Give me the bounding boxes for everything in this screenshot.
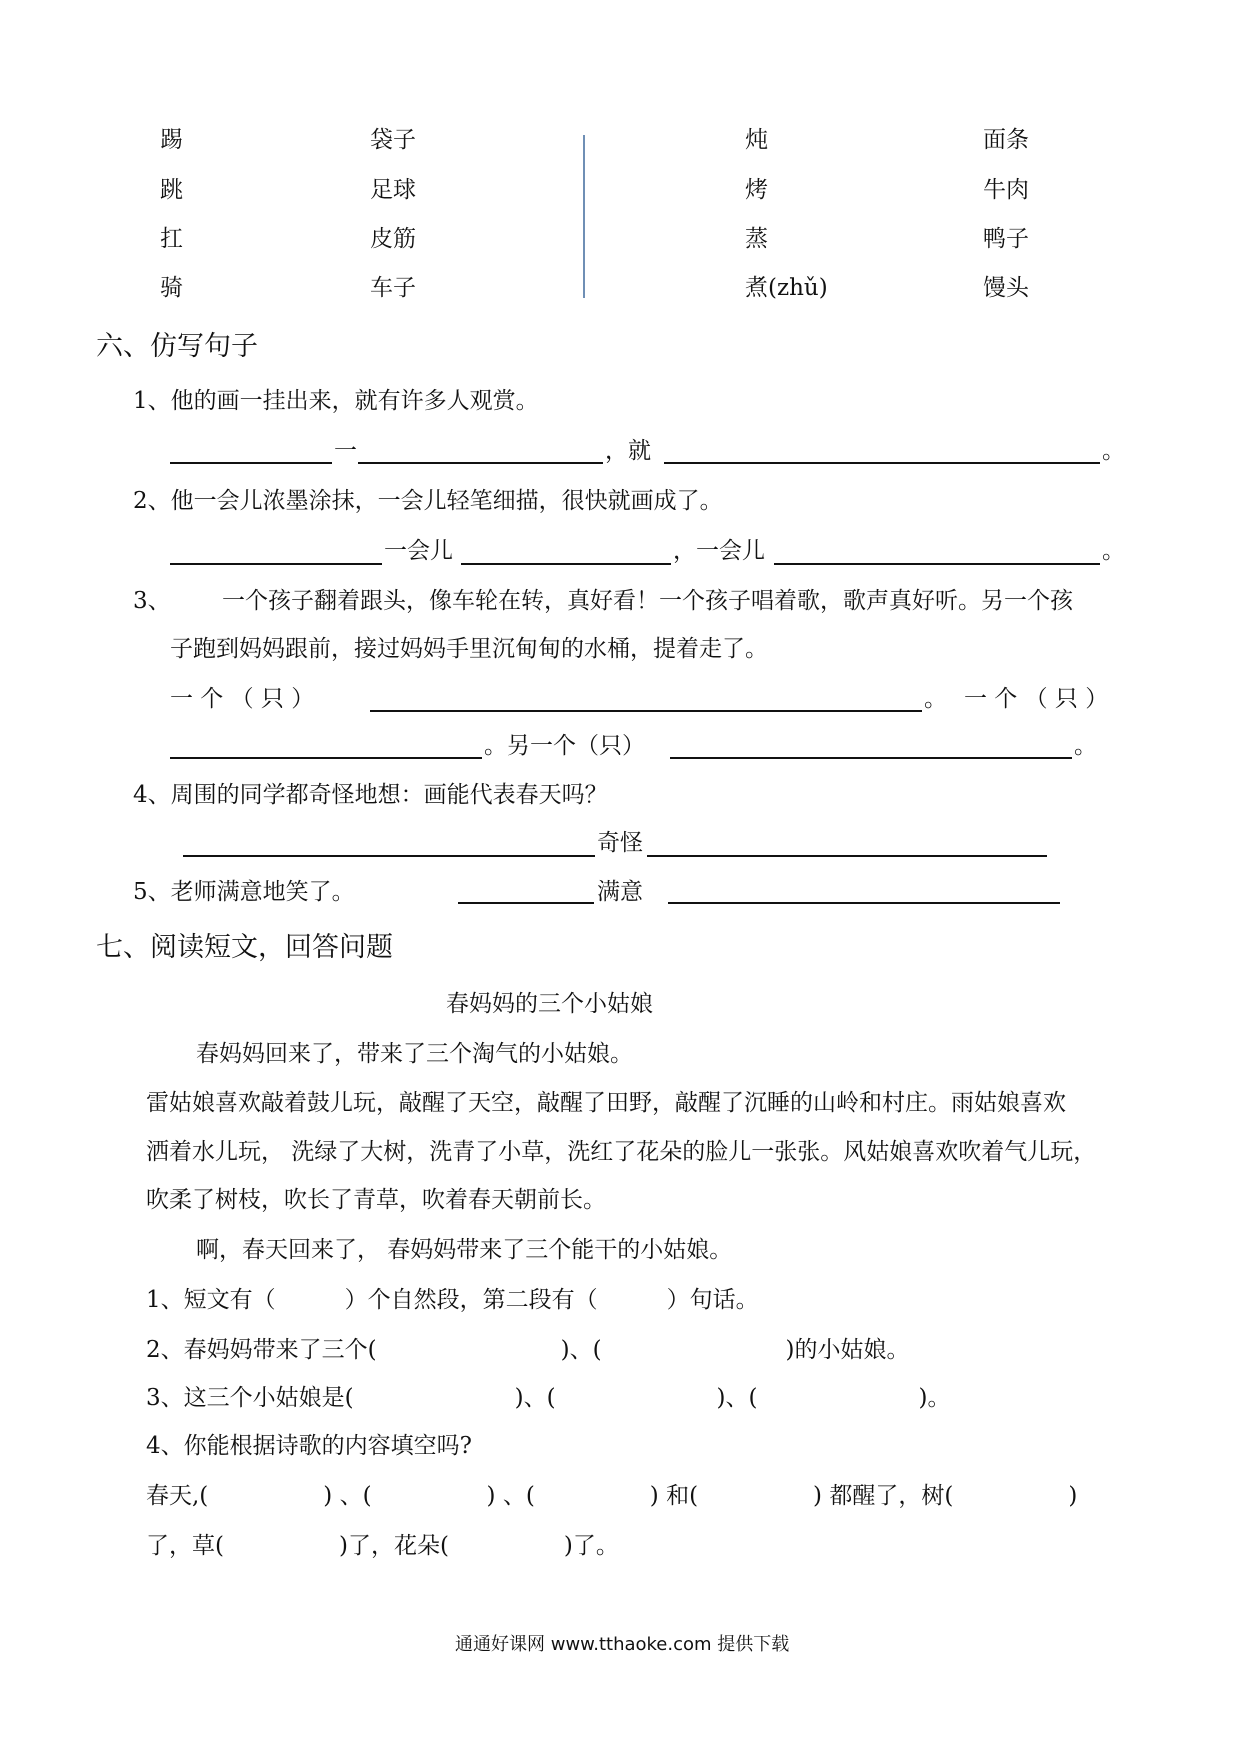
answer-blank[interactable]: [647, 855, 1047, 857]
fill-end: 。: [1074, 733, 1097, 759]
answer-blank[interactable]: [170, 462, 332, 464]
question-prompt: 5、老师满意地笑了。: [133, 879, 355, 905]
answer-blank[interactable]: [668, 902, 1060, 904]
passage-paragraph: 吹柔了树枝，吹长了青草，吹着春天朝前长。: [146, 1187, 606, 1213]
answer-blank[interactable]: [670, 757, 1072, 759]
object: 足球: [370, 177, 416, 203]
fill-end: 。: [1102, 538, 1125, 564]
verb: 烤: [745, 177, 768, 203]
question-prompt: 2、他一会儿浓墨涂抹，一会儿轻笔细描，很快就画成了。: [133, 488, 723, 514]
fill-word: 一会儿: [384, 538, 453, 564]
object: 袋子: [370, 127, 416, 153]
fill-end: 。: [1102, 438, 1125, 464]
fill-word: 一: [334, 438, 357, 464]
verb: 踢: [160, 127, 183, 153]
fill-end: 。: [924, 686, 947, 712]
answer-blank[interactable]: [170, 563, 382, 565]
passage-paragraph: 洒着水儿玩， 洗绿了大树，洗青了小草，洗红了花朵的脸儿一张张。风姑娘喜欢吹着气儿玩，: [146, 1139, 1097, 1165]
object: 皮筋: [370, 226, 416, 252]
answer-blank[interactable]: [664, 462, 1100, 464]
section-heading: 六、仿写句子: [96, 331, 258, 362]
fill-word: 一 个 （ 只 ）: [170, 686, 315, 712]
verb: 骑: [160, 275, 183, 301]
passage-paragraph: 春妈妈回来了，带来了三个淘气的小姑娘。: [196, 1041, 633, 1067]
fill-word: ，一会儿: [673, 538, 765, 564]
fill-word: 。另一个（只）: [484, 733, 645, 759]
fill-word: 一 个 （ 只 ）: [964, 686, 1109, 712]
column-divider: [583, 135, 585, 298]
verb: 扛: [160, 226, 183, 252]
object: 鸭子: [983, 226, 1029, 252]
reading-question: 了，草( )了，花朵( )了。: [146, 1533, 619, 1559]
passage-paragraph: 雷姑娘喜欢敲着鼓儿玩，敲醒了天空，敲醒了田野，敲醒了沉睡的山岭和村庄。雨姑娘喜欢: [146, 1090, 1066, 1116]
question-passage: 子跑到妈妈跟前，接过妈妈手里沉甸甸的水桶，提着走了。: [170, 636, 768, 662]
verb: 跳: [160, 177, 183, 203]
fill-word: ，就: [605, 438, 651, 464]
passage-paragraph: 啊，春天回来了， 春妈妈带来了三个能干的小姑娘。: [196, 1237, 733, 1263]
page-footer: 通通好课网 www.tthaoke.com 提供下载: [455, 1634, 790, 1655]
fill-word: 奇怪: [597, 830, 643, 856]
object: 车子: [370, 275, 416, 301]
object: 牛肉: [983, 177, 1029, 203]
object: 馒头: [983, 275, 1029, 301]
answer-blank[interactable]: [170, 757, 482, 759]
verb: 炖: [745, 127, 768, 153]
verb: 煮(zhǔ): [745, 275, 828, 301]
question-prompt: 1、他的画一挂出来，就有许多人观赏。: [133, 388, 539, 414]
reading-question: 春天,( ) 、( ) 、( ) 和( ) 都醒了，树( ): [146, 1483, 1078, 1509]
answer-blank[interactable]: [461, 563, 671, 565]
reading-question: 3、这三个小姑娘是( )、( )、( )。: [146, 1385, 951, 1411]
reading-question: 1、短文有（ ）个自然段，第二段有（ ）句话。: [146, 1287, 759, 1313]
verb: 蒸: [745, 226, 768, 252]
reading-question: 4、你能根据诗歌的内容填空吗?: [146, 1433, 472, 1459]
answer-blank[interactable]: [458, 902, 594, 904]
object: 面条: [983, 127, 1029, 153]
question-number: 3、: [133, 588, 171, 614]
answer-blank[interactable]: [183, 855, 595, 857]
fill-word: 满意: [597, 879, 643, 905]
answer-blank[interactable]: [774, 563, 1100, 565]
answer-blank[interactable]: [358, 462, 603, 464]
question-prompt: 4、周围的同学都奇怪地想：画能代表春天吗？: [133, 782, 608, 808]
answer-blank[interactable]: [370, 710, 922, 712]
question-passage: 一个孩子翻着跟头，像车轮在转，真好看！一个孩子唱着歌，歌声真好听。另一个孩: [222, 588, 1073, 614]
reading-question: 2、春妈妈带来了三个( )、( )的小姑娘。: [146, 1337, 910, 1363]
section-heading: 七、阅读短文，回答问题: [96, 932, 393, 963]
passage-title: 春妈妈的三个小姑娘: [446, 991, 653, 1017]
